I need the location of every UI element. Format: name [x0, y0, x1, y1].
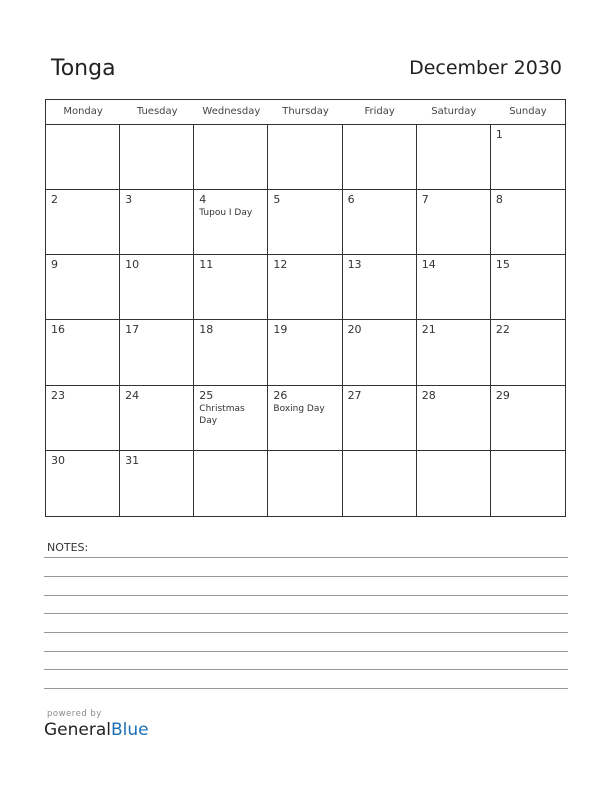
notes-line: [44, 576, 568, 577]
day-cell[interactable]: [46, 190, 120, 254]
day-cell[interactable]: [343, 255, 417, 319]
weeks-container: [46, 125, 565, 516]
day-number: 28: [421, 388, 436, 402]
day-number: 31: [125, 453, 140, 467]
day-number: 14: [421, 258, 436, 272]
day-number: 8: [495, 193, 503, 207]
day-cell[interactable]: [417, 451, 491, 516]
day-cell[interactable]: [417, 320, 491, 384]
day-cell[interactable]: [46, 386, 120, 450]
day-cell[interactable]: [120, 190, 194, 254]
day-number: 30: [51, 453, 65, 467]
day-cell[interactable]: [46, 125, 120, 189]
day-cell[interactable]: [268, 386, 342, 450]
week-row: [46, 190, 565, 255]
weekday-header: [46, 100, 565, 125]
calendar-grid: [45, 99, 566, 517]
day-number: 15: [495, 258, 510, 272]
day-cell[interactable]: [417, 255, 491, 319]
day-number: 7: [421, 193, 429, 207]
day-number: 11: [199, 258, 214, 272]
powered-by-text: powered by: [47, 709, 102, 719]
notes-line: [44, 669, 568, 670]
day-cell[interactable]: [120, 320, 194, 384]
notes-line: [44, 632, 568, 633]
day-cell[interactable]: [417, 125, 491, 189]
day-cell[interactable]: [46, 255, 120, 319]
week-row: [46, 451, 565, 516]
day-cell[interactable]: [268, 125, 342, 189]
day-number: 3: [125, 193, 133, 207]
day-number: 17: [125, 323, 140, 337]
day-number: 24: [125, 388, 140, 402]
day-number: 16: [51, 323, 65, 337]
holiday-label: Christmas Day: [199, 403, 245, 426]
day-cell[interactable]: [491, 190, 565, 254]
weekday-label: Thursday: [282, 106, 329, 117]
day-cell[interactable]: [120, 255, 194, 319]
notes-line: [44, 557, 568, 558]
weekday-label: Saturday: [431, 106, 477, 117]
week-row: [46, 320, 565, 385]
day-cell[interactable]: [194, 451, 268, 516]
holiday-label: Boxing Day: [273, 403, 325, 414]
day-cell[interactable]: [491, 125, 565, 189]
brand-logo[interactable]: [44, 720, 149, 740]
day-number: 29: [495, 388, 510, 402]
day-cell[interactable]: [46, 320, 120, 384]
day-cell[interactable]: [46, 451, 120, 516]
notes-line: [44, 651, 568, 652]
day-cell[interactable]: [343, 386, 417, 450]
notes-line: [44, 613, 568, 614]
weekday-label: Monday: [63, 106, 103, 117]
day-cell[interactable]: [194, 255, 268, 319]
week-row: [46, 125, 565, 190]
day-number: 4: [199, 193, 207, 207]
day-number: 27: [347, 388, 362, 402]
month-year-title: December 2030: [409, 57, 562, 79]
day-cell[interactable]: [194, 320, 268, 384]
day-cell[interactable]: [194, 190, 268, 254]
day-number: 5: [273, 193, 281, 207]
holiday-label: Tupou I Day: [199, 208, 253, 219]
day-number: 19: [273, 323, 288, 337]
brand-blue: Blue: [111, 720, 149, 740]
notes-line: [44, 688, 568, 689]
day-cell[interactable]: [491, 386, 565, 450]
day-cell[interactable]: [120, 451, 194, 516]
day-number: 12: [273, 258, 288, 272]
day-cell[interactable]: [343, 190, 417, 254]
day-cell[interactable]: [268, 190, 342, 254]
day-cell[interactable]: [268, 320, 342, 384]
day-number: 26: [273, 388, 288, 402]
day-number: 1: [495, 128, 503, 141]
weekday-label: Wednesday: [202, 106, 261, 117]
day-cell[interactable]: [491, 255, 565, 319]
day-cell[interactable]: [194, 125, 268, 189]
day-number: 13: [347, 258, 362, 272]
day-number: 6: [347, 193, 355, 207]
day-cell[interactable]: [343, 451, 417, 516]
day-cell[interactable]: [491, 451, 565, 516]
week-row: [46, 386, 565, 451]
weekday-label: Tuesday: [136, 106, 178, 117]
day-cell[interactable]: [120, 386, 194, 450]
day-cell[interactable]: [343, 320, 417, 384]
day-cell[interactable]: [268, 451, 342, 516]
weekday-label: Sunday: [509, 106, 547, 117]
day-number: 22: [495, 323, 510, 337]
day-number: 23: [51, 388, 65, 402]
day-cell[interactable]: [194, 386, 268, 450]
day-number: 2: [51, 193, 58, 207]
week-row: [46, 255, 565, 320]
day-cell[interactable]: [268, 255, 342, 319]
day-number: 18: [199, 323, 214, 337]
weekday-label: Friday: [364, 106, 395, 117]
day-number: 20: [347, 323, 362, 337]
day-cell[interactable]: [417, 190, 491, 254]
day-number: 21: [421, 323, 436, 337]
day-cell[interactable]: [120, 125, 194, 189]
day-number: 25: [199, 388, 214, 402]
brand-general: General: [44, 720, 111, 740]
day-cell[interactable]: [491, 320, 565, 384]
day-cell[interactable]: [343, 125, 417, 189]
country-title: Tonga: [51, 56, 116, 81]
day-number: 10: [125, 258, 140, 272]
notes-line: [44, 595, 568, 596]
day-cell[interactable]: [417, 386, 491, 450]
notes-label: NOTES:: [47, 541, 89, 554]
day-number: 9: [51, 258, 58, 272]
